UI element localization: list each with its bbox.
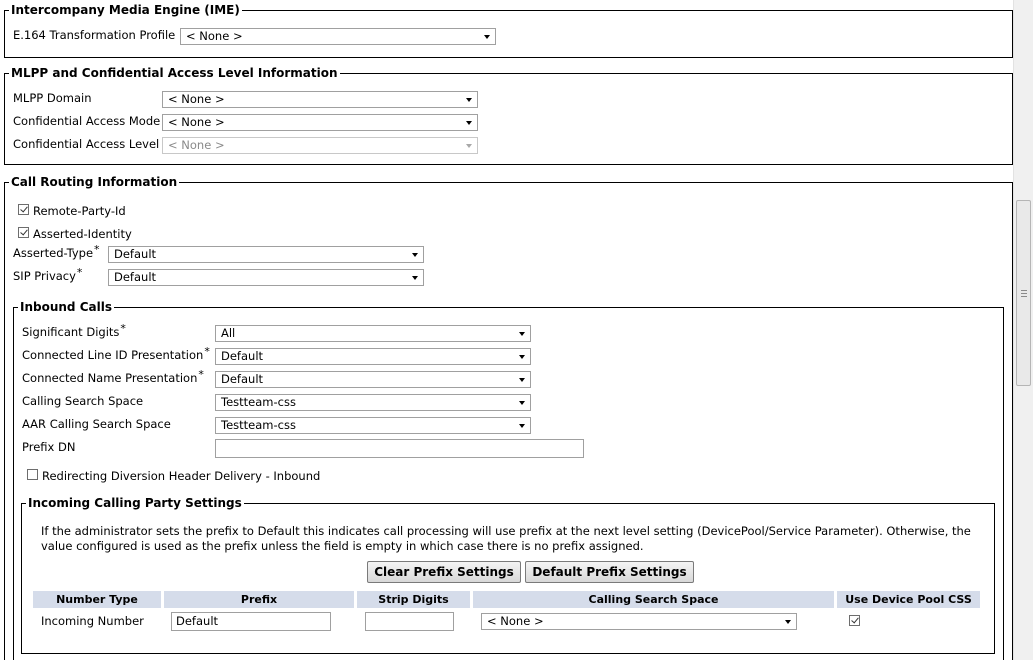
column-header-use-device-pool-css: Use Device Pool CSS xyxy=(837,591,980,608)
mlpp-domain-value: < None > xyxy=(168,92,225,106)
redirecting-diversion-label: Redirecting Diversion Header Delivery - Inbound xyxy=(42,469,321,483)
call-routing-legend: Call Routing Information xyxy=(11,175,178,189)
ime-legend: Intercompany Media Engine (IME) xyxy=(11,3,240,17)
confidential-access-level-select xyxy=(162,137,478,154)
connected-name-value: Default xyxy=(221,372,264,386)
e164-profile-value: < None > xyxy=(186,29,243,43)
column-header-number-type: Number Type xyxy=(33,591,161,608)
connected-name-select[interactable] xyxy=(215,371,531,388)
chevron-down-icon xyxy=(519,401,525,405)
chevron-down-icon xyxy=(412,253,418,257)
e164-profile-select[interactable] xyxy=(180,28,496,45)
sip-privacy-label: SIP Privacy* xyxy=(13,266,83,283)
connected-line-id-label: Connected Line ID Presentation* xyxy=(22,345,210,362)
sip-privacy-select[interactable] xyxy=(108,269,424,286)
required-mark: * xyxy=(198,368,204,381)
clear-prefix-settings-button[interactable]: Clear Prefix Settings xyxy=(367,561,521,583)
chevron-down-icon xyxy=(484,35,490,39)
asserted-identity-checkbox[interactable] xyxy=(18,227,29,238)
chevron-down-icon xyxy=(466,121,472,125)
prefix-dn-input[interactable] xyxy=(215,439,584,458)
calling-search-space-label: Calling Search Space xyxy=(22,394,144,408)
asserted-type-value: Default xyxy=(114,247,157,261)
significant-digits-select[interactable] xyxy=(215,325,531,342)
required-mark: * xyxy=(76,266,83,279)
remote-party-id-label: Remote-Party-Id xyxy=(33,204,126,218)
chevron-down-icon xyxy=(466,144,472,148)
confidential-access-mode-label: Confidential Access Mode xyxy=(13,114,161,128)
redirecting-diversion-checkbox[interactable] xyxy=(27,469,38,480)
grip-line xyxy=(1021,290,1027,291)
column-header-strip-digits: Strip Digits xyxy=(357,591,470,608)
mlpp-legend: MLPP and Confidential Access Level Information xyxy=(11,66,338,80)
connected-line-id-value: Default xyxy=(221,349,264,363)
chevron-down-icon xyxy=(519,378,525,382)
mlpp-domain-label: MLPP Domain xyxy=(13,91,92,105)
incoming-calling-party-legend: Incoming Calling Party Settings xyxy=(28,496,242,510)
column-header-prefix: Prefix xyxy=(164,591,354,608)
inbound-calls-legend: Inbound Calls xyxy=(20,300,112,314)
prefix-dn-label: Prefix DN xyxy=(22,440,76,454)
chevron-down-icon xyxy=(519,332,525,336)
incoming-number-prefix-input[interactable]: Default xyxy=(171,612,331,631)
prefix-help-text: If the administrator sets the prefix to Default this indicates call processing will use prefix at the next level setting (DevicePool/Service Parameter). Otherwise, the value configured is used as the prefix unless the field is empty in which case there is no prefix assigned. xyxy=(41,524,971,553)
asserted-type-label: Asserted-Type* xyxy=(13,243,100,260)
incoming-number-css-value: < None > xyxy=(487,614,544,628)
required-mark: * xyxy=(204,345,210,358)
vertical-scrollbar[interactable] xyxy=(1013,0,1033,660)
default-prefix-settings-button[interactable]: Default Prefix Settings xyxy=(525,561,694,583)
calling-search-space-select[interactable] xyxy=(215,394,531,411)
chevron-down-icon xyxy=(785,620,791,624)
remote-party-id-checkbox[interactable] xyxy=(18,204,29,215)
required-mark: * xyxy=(94,243,100,256)
asserted-identity-label: Asserted-Identity xyxy=(33,227,132,241)
aar-calling-search-space-value: Testteam-css xyxy=(221,418,296,432)
grip-line xyxy=(1021,293,1027,294)
confidential-access-mode-select[interactable] xyxy=(162,114,478,131)
e164-profile-label: E.164 Transformation Profile xyxy=(13,28,176,42)
confidential-access-level-label: Confidential Access Level xyxy=(13,137,160,151)
scrollbar-thumb[interactable] xyxy=(1016,200,1031,386)
chevron-down-icon xyxy=(412,276,418,280)
significant-digits-label: Significant Digits* xyxy=(22,322,126,339)
connected-line-id-select[interactable] xyxy=(215,348,531,365)
grip-line xyxy=(1021,296,1027,297)
asserted-type-select[interactable] xyxy=(108,246,424,263)
sip-privacy-value: Default xyxy=(114,270,157,284)
chevron-down-icon xyxy=(519,355,525,359)
confidential-access-mode-value: < None > xyxy=(168,115,225,129)
significant-digits-value: All xyxy=(221,326,236,340)
incoming-number-css-select[interactable] xyxy=(481,613,797,630)
confidential-access-level-value: < None > xyxy=(168,138,225,152)
aar-calling-search-space-label: AAR Calling Search Space xyxy=(22,417,171,431)
chevron-down-icon xyxy=(519,424,525,428)
mlpp-domain-select[interactable] xyxy=(162,91,478,108)
aar-calling-search-space-select[interactable] xyxy=(215,417,531,434)
incoming-number-strip-digits-input[interactable] xyxy=(365,612,454,631)
calling-search-space-value: Testteam-css xyxy=(221,395,296,409)
use-device-pool-css-checkbox[interactable] xyxy=(849,615,860,626)
connected-name-label: Connected Name Presentation* xyxy=(22,368,204,385)
incoming-number-type: Incoming Number xyxy=(41,614,144,628)
column-header-calling-search-space: Calling Search Space xyxy=(473,591,834,608)
required-mark: * xyxy=(120,322,126,335)
chevron-down-icon xyxy=(466,98,472,102)
